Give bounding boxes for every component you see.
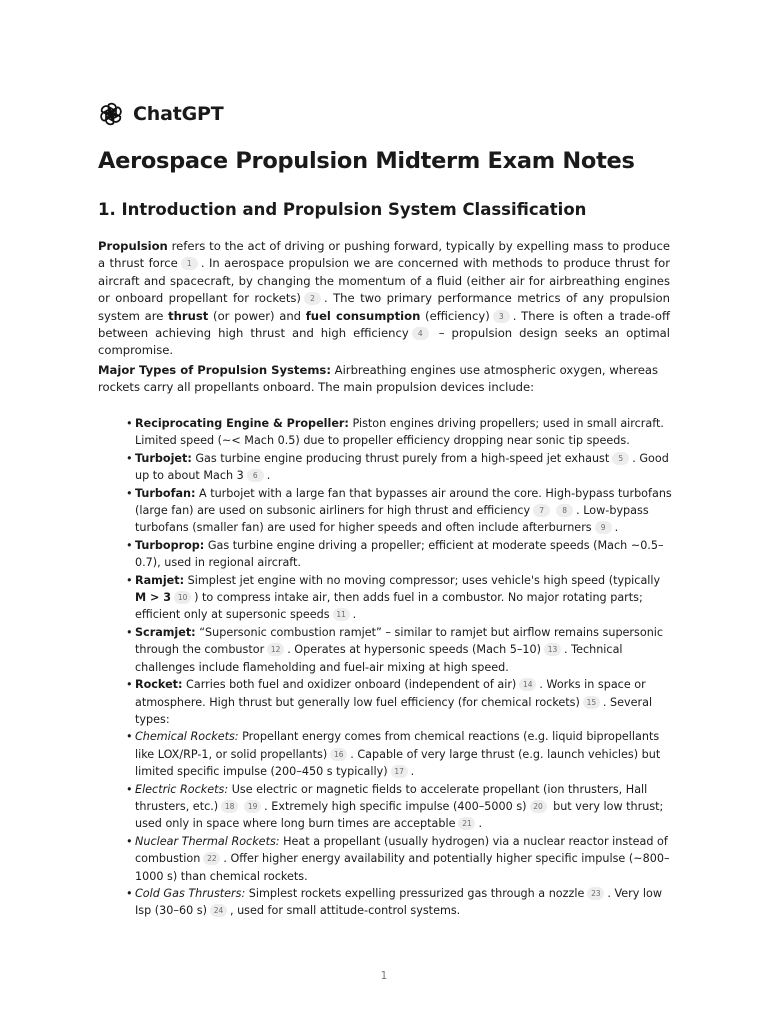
- openai-logo-icon: [98, 101, 124, 127]
- list-item-turboprop: • Turboprop: Gas turbine engine driving a propeller; efficient at moderate speeds (Mach ~0.5–0.7), used in regional aircraft.: [128, 537, 674, 572]
- term-fuel-consumption: fuel consumption: [305, 308, 421, 323]
- section-heading: 1. Introduction and Propulsion System Classification: [98, 200, 587, 219]
- major-types-paragraph: Major Types of Propulsion Systems: Airbreathing engines use atmospheric oxygen, whereas rockets carry all propellants onboard. The main propulsion devices include:: [98, 363, 659, 395]
- citation-badge[interactable]: 19: [244, 800, 261, 813]
- citation-badge[interactable]: 2: [304, 292, 321, 305]
- major-types-label: Major Types of Propulsion Systems:: [98, 363, 331, 377]
- citation-badge[interactable]: 18: [221, 800, 238, 813]
- citation-badge[interactable]: 20: [530, 800, 547, 813]
- brand-name: ChatGPT: [133, 103, 224, 125]
- citation-badge[interactable]: 13: [544, 643, 561, 656]
- citation-badge[interactable]: 23: [587, 887, 604, 900]
- citation-badge[interactable]: 10: [174, 591, 191, 604]
- list-item-nuclear-thermal-rockets: • Nuclear Thermal Rockets: Heat a propellant (usually hydrogen) via a nuclear reactor instead of combustion 22 . Offer higher energy availability and potentially higher specific impulse (~800–1000 s) than chemical rockets.: [128, 833, 674, 885]
- propulsion-types-list: [128, 415, 674, 920]
- citation-badge[interactable]: 5: [612, 452, 629, 465]
- citation-badge[interactable]: 4: [412, 327, 429, 340]
- list-item-ramjet: • Ramjet: Simplest jet engine with no moving compressor; uses vehicle's high speed (typically M > 3 10 ) to compress intake air, then adds fuel in a combustor. No major rotating parts; efficient only at supersonic speeds 11 .: [128, 572, 674, 624]
- citation-badge[interactable]: 6: [247, 469, 264, 482]
- list-item-reciprocating: • Reciprocating Engine & Propeller: Piston engines driving propellers; used in small aircraft. Limited speed (~< Mach 0.5) due to propeller efficiency dropping near sonic tip speeds.: [128, 415, 674, 450]
- citation-badge[interactable]: 24: [210, 904, 227, 917]
- citation-badge[interactable]: 9: [595, 521, 612, 534]
- citation-badge[interactable]: 1: [181, 257, 198, 270]
- list-item-turbofan: • Turbofan: A turbojet with a large fan that bypasses air around the core. High-bypass turbofans (large fan) are used on subsonic airliners for high thrust and efficiency 7 8 . Low-bypass turbofans (smaller fan) are used for higher speeds and often include afterburners 9 .: [128, 485, 674, 537]
- citation-badge[interactable]: 17: [391, 765, 408, 778]
- list-item-turbojet: • Turbojet: Gas turbine engine producing thrust purely from a high-speed jet exhaust 5 . Good up to about Mach 3 6 .: [128, 450, 674, 485]
- list-item-rocket: • Rocket: Carries both fuel and oxidizer onboard (independent of air) 14 . Works in space or atmosphere. High thrust but generally low fuel efficiency (for chemical rockets) 15 . Several types:: [128, 676, 674, 728]
- list-item-chemical-rockets: • Chemical Rockets: Propellant energy comes from chemical reactions (e.g. liquid bipropellants like LOX/RP-1, or solid propellants) 16 . Capable of very large thrust (e.g. launch vehicles) but limited specific impulse (200–450 s typically) 17 .: [128, 728, 674, 780]
- intro-paragraph: Propulsion refers to the act of driving or pushing forward, typically by expelling mass to produce a thrust force 1 . In aerospace propulsion we are concerned with methods to produce thrust for aircraft and spacecraft, by changing the momentum of a fluid (either air for airbreathing engines or onboard propellant for rockets) 2 . The two primary performance metrics of any propulsion system are thrust (or power) and fuel consumption (efficiency) 3 . There is often a trade-off between achieving high thrust and high efficiency 4 – propulsion design seeks an optimal compromise.: [98, 239, 671, 358]
- document-title: Aerospace Propulsion Midterm Exam Notes: [98, 148, 635, 174]
- citation-badge[interactable]: 12: [267, 643, 284, 656]
- term-thrust: thrust: [168, 308, 209, 323]
- citation-badge[interactable]: 3: [493, 310, 510, 323]
- citation-badge[interactable]: 14: [519, 678, 536, 691]
- page-number: 1: [380, 970, 388, 982]
- term-propulsion: Propulsion: [98, 239, 168, 253]
- citation-badge[interactable]: 8: [556, 504, 573, 517]
- brand-header: [98, 100, 223, 128]
- list-item-cold-gas-thrusters: • Cold Gas Thrusters: Simplest rockets expelling pressurized gas through a nozzle 23 . Very low Isp (30–60 s) 24 , used for small attitude-control systems.: [128, 885, 674, 920]
- citation-badge[interactable]: 7: [533, 504, 550, 517]
- list-item-scramjet: • Scramjet: “Supersonic combustion ramjet” – similar to ramjet but airflow remains supersonic through the combustor 12 . Operates at hypersonic speeds (Mach 5–10) 13 . Technical challenges include flameholding and fuel-air mixing at high speed.: [128, 624, 674, 676]
- citation-badge[interactable]: 22: [203, 852, 220, 865]
- citation-badge[interactable]: 11: [333, 608, 350, 621]
- citation-badge[interactable]: 15: [583, 696, 600, 709]
- list-item-electric-rockets: • Electric Rockets: Use electric or magnetic fields to accelerate propellant (ion thrusters, Hall thrusters, etc.) 18 19 . Extremely high specific impulse (400–5000 s) 20 but very low thrust; used only in space where long burn times are acceptable 21 .: [128, 781, 674, 833]
- citation-badge[interactable]: 21: [458, 817, 475, 830]
- citation-badge[interactable]: 16: [330, 748, 347, 761]
